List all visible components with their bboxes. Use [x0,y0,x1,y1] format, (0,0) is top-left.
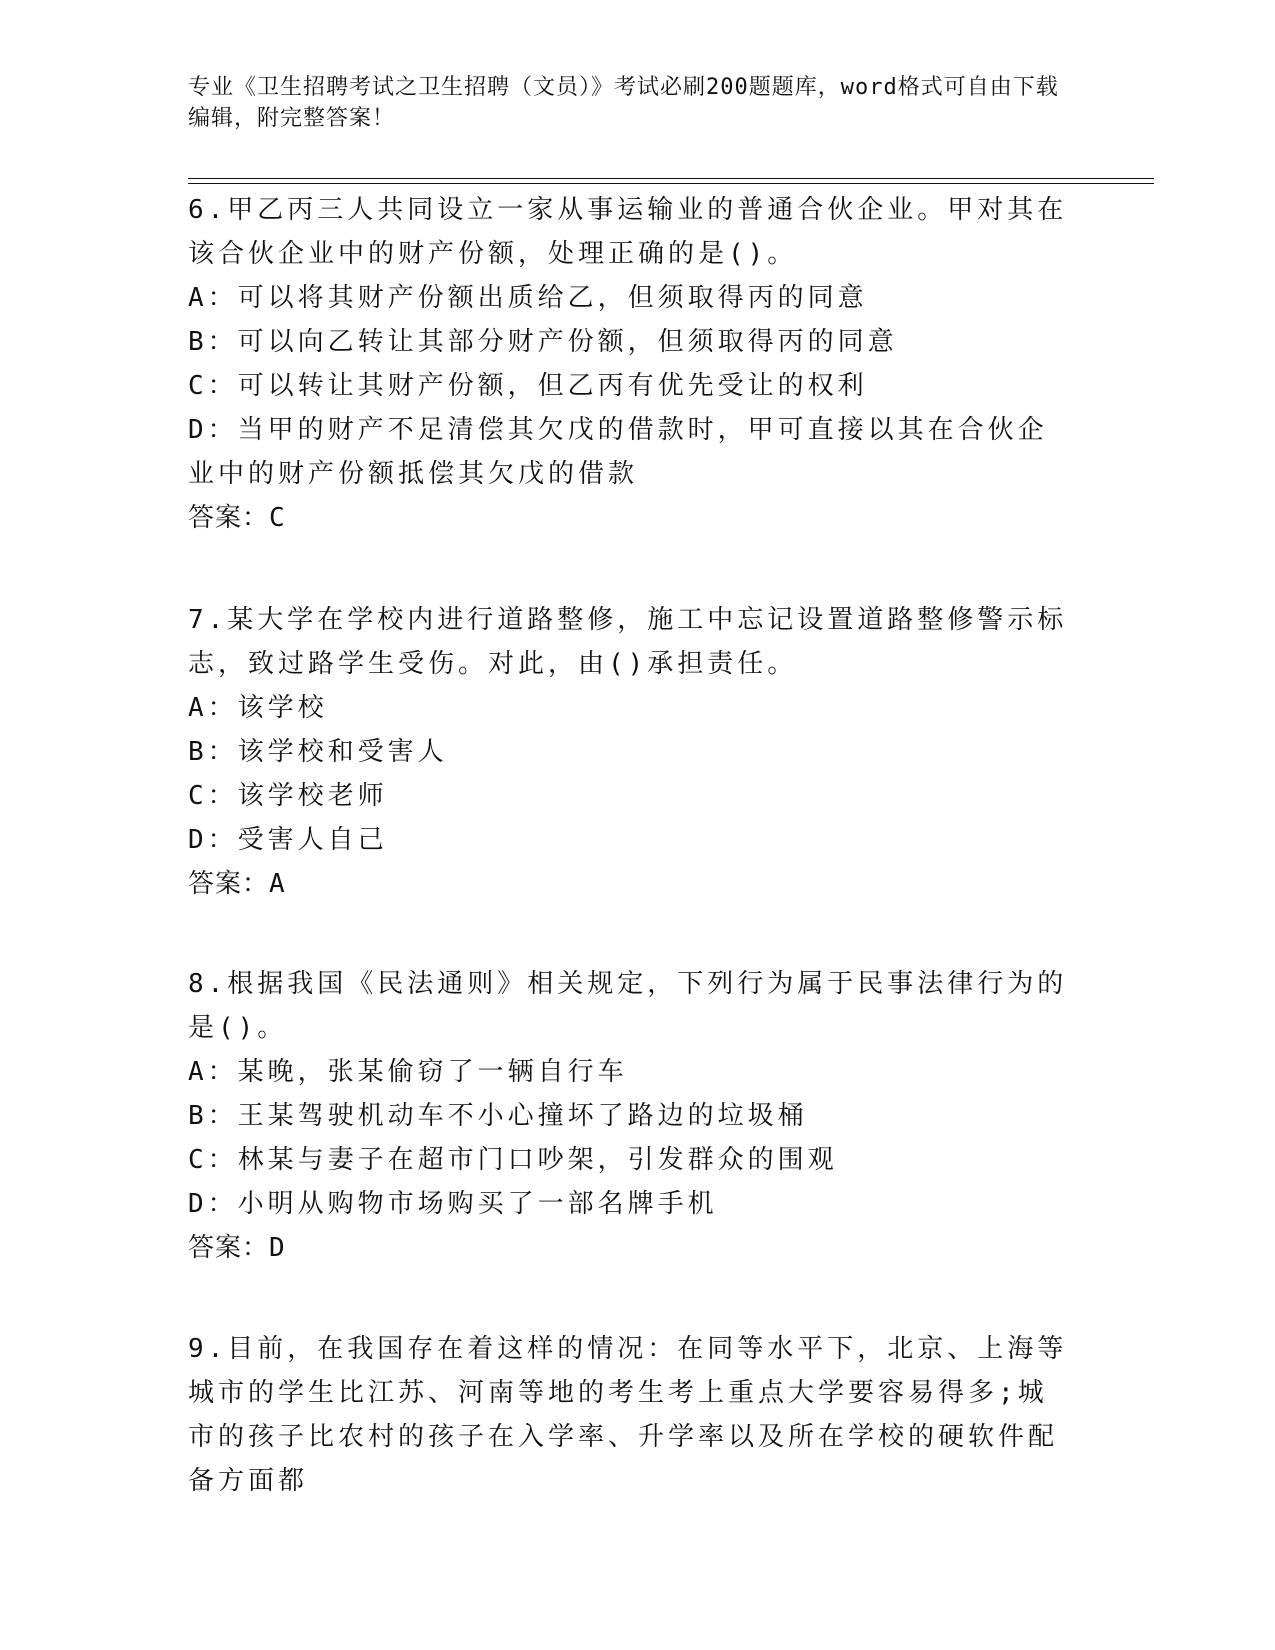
question-8 [188,962,1068,1270]
question-9 [188,1327,1068,1503]
header-divider [188,178,1154,179]
option-c: C：可以转让其财产份额，但乙丙有优先受让的权利 [188,371,868,401]
question-stem: 7.某大学在学校内进行道路整修，施工中忘记设置道路整修警示标志，致过路学生受伤。对此，由()承担责任。 [188,605,1068,679]
option-a: A：某晚，张某偷窃了一辆自行车 [188,1057,628,1087]
question-7 [188,598,1068,906]
option-d: D：受害人自己 [188,825,388,855]
answer: 答案：A [188,869,286,899]
document-header: 专业《卫生招聘考试之卫生招聘（文员）》考试必刷200题题库，word格式可自由下载编辑，附完整答案！ [188,75,1059,131]
option-a: A：可以将其财产份额出质给乙，但须取得丙的同意 [188,283,868,313]
header-divider-secondary [188,183,1154,184]
option-b: B：该学校和受害人 [188,737,448,767]
question-6 [188,188,1068,540]
question-stem: 8.根据我国《民法通则》相关规定，下列行为属于民事法律行为的是()。 [188,969,1068,1043]
option-a: A：该学校 [188,693,328,723]
answer: 答案：C [188,503,286,533]
answer: 答案：D [188,1233,286,1263]
option-c: C：该学校老师 [188,781,388,811]
option-b: B：可以向乙转让其部分财产份额，但须取得丙的同意 [188,327,898,357]
question-stem: 9.目前，在我国存在着这样的情况：在同等水平下，北京、上海等城市的学生比江苏、河南等地的考生考上重点大学要容易得多;城市的孩子比农村的孩子在入学率、升学率以及所在学校的硬软件配备方面都 [188,1334,1068,1496]
option-d: D：当甲的财产不足清偿其欠戊的借款时，甲可直接以其在合伙企业中的财产份额抵偿其欠戊的借款 [188,415,1048,489]
option-d: D：小明从购物市场购买了一部名牌手机 [188,1189,718,1219]
option-b: B：王某驾驶机动车不小心撞坏了路边的垃圾桶 [188,1101,808,1131]
question-stem: 6.甲乙丙三人共同设立一家从事运输业的普通合伙企业。甲对其在该合伙企业中的财产份额，处理正确的是()。 [188,195,1068,269]
option-c: C：林某与妻子在超市门口吵架，引发群众的围观 [188,1145,838,1175]
